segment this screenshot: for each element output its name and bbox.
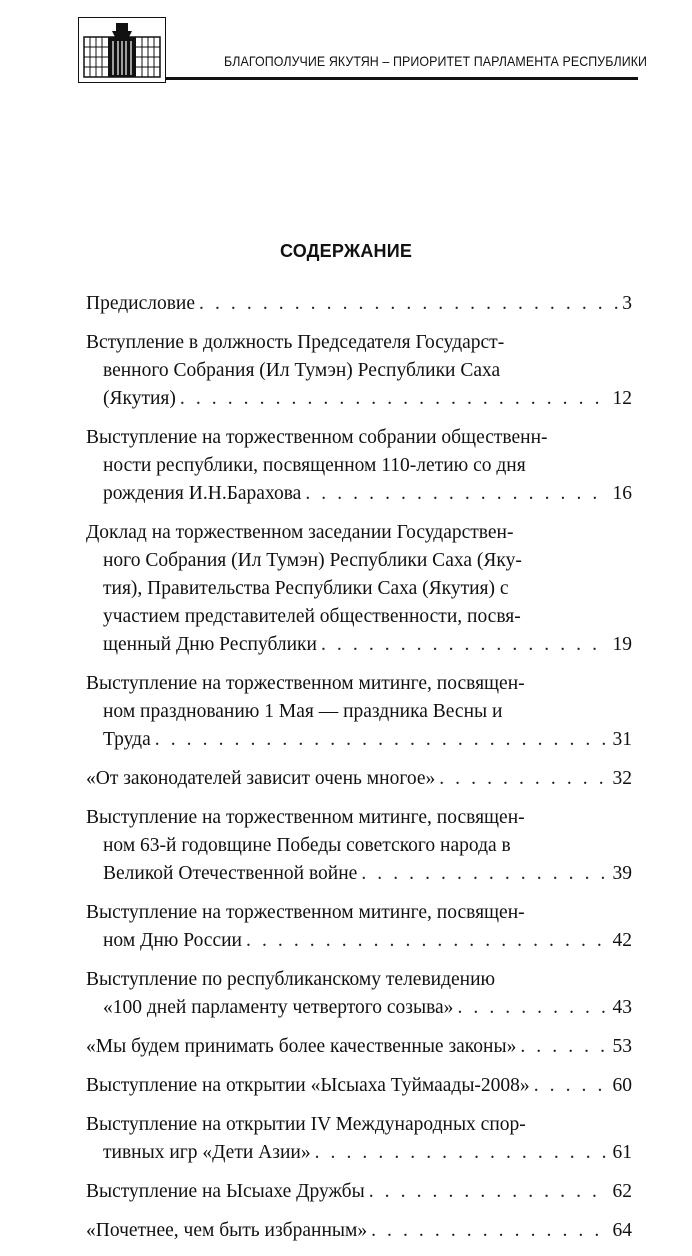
- toc-entry-line: тия), Правительства Республики Саха (Якутия) с: [103, 578, 509, 599]
- toc-entry-last-line: [86, 1178, 632, 1206]
- toc-entry-line: венного Собрания (Ил Тумэн) Республики Саха: [103, 360, 501, 381]
- toc-entry-last-line: [86, 385, 632, 413]
- toc-entry-line: Вступление в должность Председателя Государст-: [86, 332, 505, 353]
- toc-entry: [86, 804, 632, 888]
- toc-entry: [86, 519, 632, 659]
- toc-entry-text: тивных игр «Дети Азии»: [103, 1142, 311, 1163]
- dot-leader: [180, 385, 609, 413]
- page-number: 31: [612, 729, 632, 750]
- dot-leader: [315, 1139, 609, 1167]
- toc-entry: [86, 290, 632, 318]
- header-rule: [166, 77, 638, 80]
- dot-leader: [199, 290, 618, 318]
- toc-entry-last-line: [86, 994, 632, 1022]
- page-number: 61: [612, 1142, 632, 1163]
- dot-leader: [371, 1217, 608, 1245]
- dot-leader: [369, 1178, 609, 1206]
- page-number: 3: [622, 293, 632, 314]
- table-of-contents: [86, 290, 632, 1256]
- page-number: 16: [612, 483, 632, 504]
- toc-entry-text: Труда: [103, 729, 151, 750]
- toc-entry-last-line: [86, 631, 632, 659]
- toc-entry: [86, 1111, 632, 1167]
- dot-leader: [361, 860, 608, 888]
- toc-entry-line: ного Собрания (Ил Тумэн) Республики Саха (Яку-: [103, 550, 522, 571]
- toc-entry-last-line: [86, 726, 632, 754]
- toc-entry-text: Выступление на Ысыахе Дружбы: [86, 1181, 365, 1202]
- toc-entry-text: «100 дней парламенту четвертого созыва»: [103, 997, 454, 1018]
- toc-entry: [86, 899, 632, 955]
- toc-entry-text: «Почетнее, чем быть избранным»: [86, 1220, 368, 1241]
- toc-entry: [86, 1033, 632, 1061]
- toc-entry-text: «От законодателей зависит очень многое»: [86, 768, 436, 789]
- running-title: БЛАГОПОЛУЧИЕ ЯКУТЯН – ПРИОРИТЕТ ПАРЛАМЕНТА РЕСПУБЛИКИ: [224, 54, 648, 69]
- page-number: 62: [612, 1181, 632, 1202]
- toc-entry: [86, 424, 632, 508]
- toc-entry-text: Выступление на открытии «Ысыаха Туймаады-2008»: [86, 1075, 530, 1096]
- toc-entry: [86, 1072, 632, 1100]
- toc-entry-line: Выступление по республиканскому телевидению: [86, 969, 496, 990]
- toc-entry-line: участием представителей общественности, посвя-: [103, 606, 521, 627]
- toc-entry-line: Выступление на торжественном митинге, посвящен-: [86, 807, 525, 828]
- toc-entry: [86, 1178, 632, 1206]
- toc-entry: [86, 329, 632, 413]
- toc-entry-text: «Мы будем принимать более качественные законы»: [86, 1036, 517, 1057]
- page-number: 19: [612, 634, 632, 655]
- toc-entry-last-line: [86, 1072, 632, 1100]
- toc-entry-last-line: [86, 1033, 632, 1061]
- toc-entry: [86, 966, 632, 1022]
- toc-entry-last-line: [86, 765, 632, 793]
- toc-entry-text: рождения И.Н.Барахова: [103, 483, 302, 504]
- running-header: [0, 0, 692, 100]
- toc-entry-text: (Якутия): [103, 388, 176, 409]
- toc-entry-last-line: [86, 1139, 632, 1167]
- toc-entry-line: Выступление на торжественном митинге, посвящен-: [86, 673, 525, 694]
- dot-leader: [534, 1072, 609, 1100]
- toc-entry-text: щенный Дню Республики: [103, 634, 317, 655]
- toc-entry-line: Выступление на торжественном собрании общественн-: [86, 427, 548, 448]
- toc-entry-last-line: [86, 927, 632, 955]
- toc-entry-text: ном Дню России: [103, 930, 242, 951]
- dot-leader: [457, 994, 608, 1022]
- toc-entry: [86, 670, 632, 754]
- dot-leader: [439, 765, 608, 793]
- dot-leader: [246, 927, 609, 955]
- toc-entry-line: ном празднованию 1 Мая — праздника Весны и: [103, 701, 503, 722]
- toc-entry-line: ном 63-й годовщине Победы советского народа в: [103, 835, 511, 856]
- toc-entry-text: Предисловие: [86, 293, 196, 314]
- page-number: 12: [612, 388, 632, 409]
- dot-leader: [155, 726, 609, 754]
- page-title: СОДЕРЖАНИЕ: [279, 241, 413, 261]
- page-number: 60: [612, 1075, 632, 1096]
- toc-entry-line: Выступление на открытии IV Международных спор-: [86, 1114, 526, 1135]
- toc-entry-text: Великой Отечественной войне: [103, 863, 358, 884]
- toc-entry: [86, 1217, 632, 1245]
- toc-entry-last-line: [86, 860, 632, 888]
- toc-entry-line: ности республики, посвященном 110-летию со дня: [103, 455, 526, 476]
- page-number: 43: [612, 997, 632, 1018]
- page-number: 42: [612, 930, 632, 951]
- toc-entry: [86, 765, 632, 793]
- toc-entry-last-line: [86, 290, 632, 318]
- toc-entry-last-line: [86, 480, 632, 508]
- toc-entry-line: Доклад на торжественном заседании Государствен-: [86, 522, 514, 543]
- page-number: 64: [612, 1220, 632, 1241]
- toc-entry-line: Выступление на торжественном митинге, посвящен-: [86, 902, 525, 923]
- dot-leader: [305, 480, 608, 508]
- page-number: 53: [612, 1036, 632, 1057]
- page-number: 39: [612, 863, 632, 884]
- dot-leader: [321, 631, 609, 659]
- dot-leader: [520, 1033, 608, 1061]
- parliament-building-icon: [78, 17, 166, 83]
- page-number: 32: [612, 768, 632, 789]
- toc-entry-last-line: [86, 1217, 632, 1245]
